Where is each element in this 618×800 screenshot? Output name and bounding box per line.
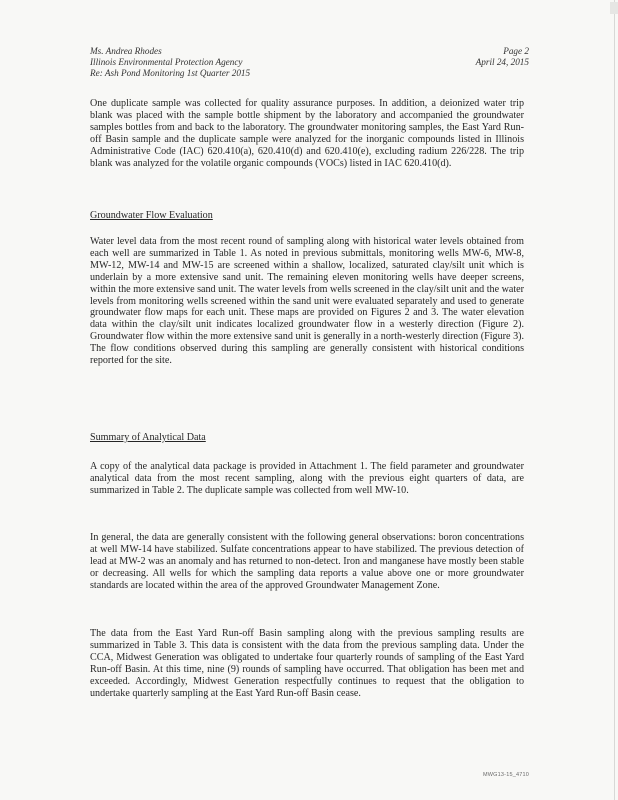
recipient-agency: Illinois Environmental Protection Agency (90, 57, 243, 67)
paragraph-analytical-package: A copy of the analytical data package is provided in Attachment 1. The field parameter and groundwater analytical data from the most recent sampling, along with the previous eight quarters of data, are summarized in Table 2. The duplicate sample was collected from well MW-10. (90, 461, 524, 496)
scan-edge-line (614, 0, 615, 800)
paragraph-east-yard-basin: The data from the East Yard Run-off Basin sampling along with the previous sampling results are summarized in Table 3. This data is consistent with the data from the previous sampling data. Under the CCA, Midwest Generation was obligated to undertake four quarterly rounds of sampling of the East Yard Run-off Basin. At this time, nine (9) rounds of sampling have occurred. That obligation has been met and exceeded. Accordingly, Midwest Generation respectfully continues to request that the obligation to undertake quarterly sampling at the East Yard Run-off Basin cease. (90, 628, 524, 699)
page-number: Page 2 (503, 46, 529, 56)
section-heading-groundwater-flow: Groundwater Flow Evaluation (90, 210, 213, 221)
letter-header-left (90, 46, 250, 79)
scan-corner-mark (610, 2, 618, 14)
paragraph-general-observations: In general, the data are generally consistent with the following general observations: boron concentrations at well MW-14 have stabilized. Sulfate concentrations appear to have stabilized. The previous detection of lead at MW-2 was an anomaly and has returned to non-detect. Iron and manganese have mostly been stable or decreasing. All wells for which the sampling data reports a value above one or more groundwater standards are located within the area of the approved Groundwater Management Zone. (90, 532, 524, 591)
recipient-name: Ms. Andrea Rhodes (90, 46, 162, 56)
letter-header-right (476, 46, 529, 68)
letter-subject: Re: Ash Pond Monitoring 1st Quarter 2015 (90, 68, 251, 78)
paragraph-groundwater-flow: Water level data from the most recent round of sampling along with historical water levels obtained from each well are summarized in Table 1. As noted in previous submittals, monitoring wells MW-6, MW-8, MW-12, MW-14 and MW-15 are screened within a shallow, localized, saturated clay/silt unit which is underlain by a more extensive sand unit. The remaining eleven monitoring wells have deeper screens, within the more extensive sand unit. The water levels from wells screened in the clay/silt unit and the water levels from monitoring wells screened within the sand unit were evaluated separately and used to generate groundwater flow maps for each unit. These maps are provided on Figures 2 and 3. The water elevation data within the clay/silt unit indicates localized groundwater flow in a westerly direction (Figure 2). Groundwater flow within the more extensive sand unit is generally in a north-westerly direction (Figure 3). The flow conditions observed during this sampling are generally consistent with historical conditions reported for the site. (90, 236, 524, 367)
paragraph-quality-assurance: One duplicate sample was collected for quality assurance purposes. In addition, a deionized water trip blank was placed with the sample bottle shipment by the laboratory and accompanied the groundwater samples bottles from and back to the laboratory. The groundwater monitoring samples, the East Yard Run-off Basin sample and the duplicate sample were analyzed for the inorganic compounds listed in Illinois Administrative Code (IAC) 620.410(a), 620.410(d) and 620.410(e), excluding radium 226/228. The trip blank was analyzed for the volatile organic compounds (VOCs) listed in IAC 620.410(d). (90, 98, 524, 169)
bates-stamp: MWG13-15_4710 (483, 772, 530, 778)
letter-date: April 24, 2015 (475, 57, 529, 67)
section-heading-analytical-data: Summary of Analytical Data (90, 432, 206, 443)
